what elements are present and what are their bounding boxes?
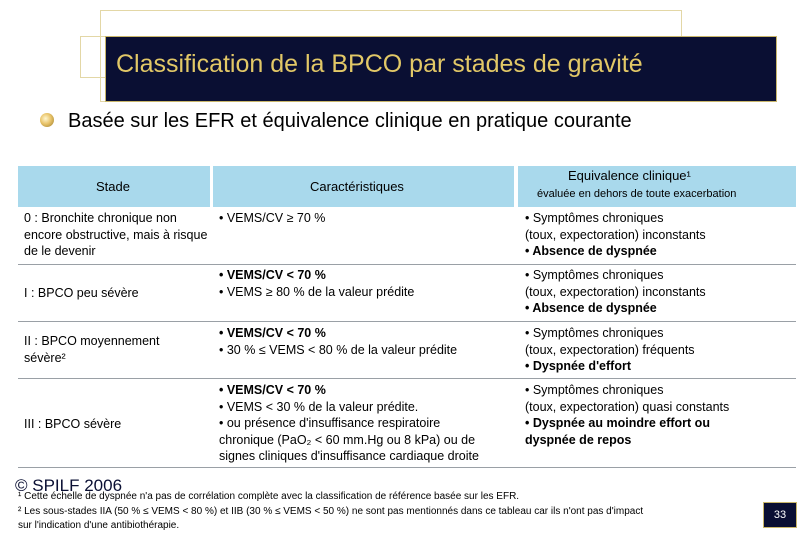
- table-row-characteristics: [219, 267, 514, 300]
- clinical-line: • Symptômes chroniques: [525, 383, 664, 397]
- characteristic-line: • 30 % ≤ VEMS < 80 % de la valeur prédite: [219, 342, 458, 357]
- clinical-line: (toux, expectoration) quasi constants: [525, 399, 730, 414]
- table-row-stage: II : BPCO moyennement sévère²: [24, 334, 160, 365]
- clinical-line: dyspnée de repos: [525, 432, 632, 447]
- clinical-line: • Dyspnée d'effort: [525, 359, 631, 373]
- clinical-line: • Symptômes chroniques: [525, 326, 664, 340]
- clinical-line: • Symptômes chroniques: [525, 211, 664, 225]
- row-divider: [18, 378, 796, 379]
- footnote-2: ² Les sous-stades IIA (50 % ≤ VEMS < 80 %) et IIB (30 % ≤ VEMS < 50 %) ne sont pas mentionnés dans ce tableau car ils n'ont pas d'impact: [18, 506, 644, 517]
- header-clinical: Equivalence clinique¹: [568, 168, 691, 183]
- characteristic-line: • VEMS < 30 % de la valeur prédite.: [219, 399, 419, 414]
- table-row-clinical: [525, 210, 797, 260]
- table-row-clinical: [525, 325, 797, 375]
- table-row-stage: III : BPCO sévère: [24, 417, 122, 431]
- copyright-mark: © SPILF 2006: [15, 476, 123, 495]
- footnote-1: ¹ Cette échelle de dyspnée n'a pas de corrélation complète avec la classification de référence basée sur les EFR.: [18, 491, 520, 502]
- characteristic-line: • VEMS/CV < 70 %: [219, 326, 326, 340]
- clinical-line: • Absence de dyspnée: [525, 244, 657, 258]
- page-number: 33: [763, 502, 797, 528]
- header-stage: Stade: [96, 179, 130, 194]
- table-row-stage: 0 : Bronchite chronique non encore obstructive, mais à risque de le devenir: [24, 211, 208, 258]
- subtitle: Basée sur les EFR et équivalence clinique en pratique courante: [68, 110, 632, 132]
- table-row-clinical: [525, 267, 797, 317]
- characteristic-line: • VEMS ≥ 80 % de la valeur prédite: [219, 284, 415, 299]
- clinical-line: • Symptômes chroniques: [525, 268, 664, 282]
- page-title: Classification de la BPCO par stades de gravité: [116, 50, 643, 78]
- title-banner: [105, 36, 777, 102]
- characteristic-line: • ou présence d'insuffisance respiratoire: [219, 416, 441, 430]
- clinical-line: (toux, expectoration) inconstants: [525, 227, 706, 242]
- header-clinical-sub: évaluée en dehors de toute exacerbation: [537, 188, 737, 200]
- characteristic-line: • VEMS/CV < 70 %: [219, 268, 326, 282]
- clinical-line: • Absence de dyspnée: [525, 301, 657, 315]
- clinical-line: (toux, expectoration) inconstants: [525, 284, 706, 299]
- table-row-characteristics: [219, 210, 514, 227]
- characteristic-line: • VEMS/CV < 70 %: [219, 383, 326, 397]
- bullet-icon: [40, 113, 54, 127]
- table-row-characteristics: [219, 382, 514, 465]
- characteristic-line: • VEMS/CV ≥ 70 %: [219, 211, 326, 225]
- clinical-line: • Dyspnée au moindre effort ou: [525, 416, 710, 430]
- header-characteristics: Caractéristiques: [310, 179, 404, 194]
- footnote-3: sur l'indication d'une antibiothérapie.: [18, 520, 180, 531]
- table-row-clinical: [525, 382, 797, 448]
- row-divider: [18, 264, 796, 265]
- characteristic-line: signes cliniques d'insuffisance cardiaque droite: [219, 449, 479, 463]
- row-divider: [18, 321, 796, 322]
- table-row-stage: I : BPCO peu sévère: [24, 286, 139, 300]
- characteristic-line: chronique (PaO₂ < 60 mm.Hg ou 8 kPa) ou de: [219, 432, 476, 447]
- row-divider: [18, 467, 796, 468]
- table-row-characteristics: [219, 325, 514, 358]
- clinical-line: (toux, expectoration) fréquents: [525, 342, 695, 357]
